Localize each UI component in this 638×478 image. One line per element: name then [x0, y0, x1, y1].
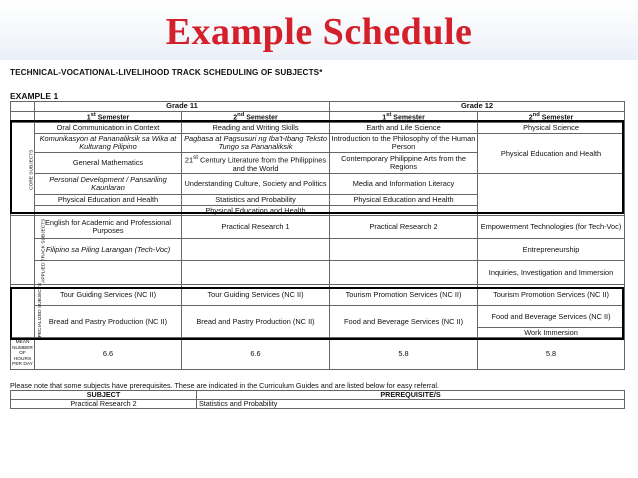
- semester-header: 2nd Semester: [478, 112, 625, 123]
- grade-header-row: [11, 102, 625, 112]
- subject-cell: Personal Development / Pansariling Kaunlaran: [35, 174, 182, 195]
- subject-cell: Pagbasa at Pagsusuri ng Iba't-Ibang Teksto Tungo sa Pananaliksik: [182, 134, 330, 153]
- subject-cell: Empowerment Technologies (for Tech-Voc): [478, 216, 625, 239]
- subject-cell: Physical Science: [478, 123, 625, 134]
- empty-cell: [182, 239, 330, 261]
- title-banner: [0, 4, 638, 60]
- subject-cell: Filipino sa Piling Larangan (Tech-Voc): [35, 239, 182, 261]
- mean-hours-value: 6.6: [35, 338, 182, 370]
- corner-cell: [11, 112, 35, 123]
- table-row: [11, 174, 625, 195]
- semester-header: 2nd Semester: [182, 112, 330, 123]
- prerequisite-cell: Statistics and Probability: [197, 400, 625, 409]
- subject-cell: Physical Education and Health: [35, 195, 182, 206]
- subject-cell: Statistics and Probability: [182, 195, 330, 206]
- empty-cell: [35, 206, 182, 216]
- subject-cell: Bread and Pastry Production (NC II): [182, 306, 330, 338]
- page-title: Example Schedule: [165, 11, 473, 53]
- subject-cell: Contemporary Philippine Arts from the Regions: [330, 153, 478, 174]
- subject-cell: Tour Guiding Services (NC II): [35, 285, 182, 306]
- subject-cell: Inquiries, Investigation and Immersion: [478, 261, 625, 285]
- subject-cell: Food and Beverage Services (NC II): [330, 306, 478, 338]
- subject-cell: Physical Education and Health: [330, 195, 478, 206]
- subject-header: SUBJECT: [11, 391, 197, 400]
- mean-hours-value: 5.8: [330, 338, 478, 370]
- mean-hours-value: 6.6: [182, 338, 330, 370]
- table-row: [11, 400, 625, 409]
- subject-cell: Tour Guiding Services (NC II): [182, 285, 330, 306]
- mean-hours-row: [11, 338, 625, 370]
- table-row: [11, 285, 625, 306]
- semester-header-row: [11, 112, 625, 123]
- subject-cell: Tourism Promotion Services (NC II): [478, 285, 625, 306]
- subject-cell: Food and Beverage Services (NC II): [478, 306, 625, 328]
- subject-cell: General Mathematics: [35, 153, 182, 174]
- grade-11-header: Grade 11: [35, 102, 330, 112]
- empty-cell: [330, 261, 478, 285]
- prerequisite-header: PREREQUISITE/S: [197, 391, 625, 400]
- table-row: [11, 261, 625, 285]
- subject-cell: Media and Information Literacy: [330, 174, 478, 195]
- table-row: [11, 123, 625, 134]
- table-row: [11, 216, 625, 239]
- empty-cell: [35, 261, 182, 285]
- specialized-subjects-label: SPECIALIZED SUBJECTS: [11, 285, 35, 338]
- track-heading: TECHNICAL-VOCATIONAL-LIVELIHOOD TRACK SCHEDULING OF SUBJECTS*: [10, 68, 323, 77]
- semester-header: 1st Semester: [35, 112, 182, 123]
- schedule-table: [10, 101, 625, 370]
- subject-cell: Practical Research 2: [330, 216, 478, 239]
- corner-cell: [11, 102, 35, 112]
- subject-cell: Introduction to the Philosophy of the Human Person: [330, 134, 478, 153]
- empty-cell: [182, 261, 330, 285]
- empty-cell: [330, 239, 478, 261]
- applied-track-label: APPLIED TRACK SUBJECTS: [11, 216, 35, 285]
- subject-cell: Physical Education and Health: [182, 206, 330, 216]
- subject-cell: Physical Education and Health: [478, 134, 625, 174]
- subject-cell: Understanding Culture, Society and Politics: [182, 174, 330, 195]
- subject-cell: Komunikasyon at Pananaliksik sa Wika at Kulturang Pilipino: [35, 134, 182, 153]
- subject-cell: Tourism Promotion Services (NC II): [330, 285, 478, 306]
- subject-cell: Practical Research 2: [11, 400, 197, 409]
- table-row: [11, 134, 625, 153]
- mean-hours-value: 5.8: [478, 338, 625, 370]
- subject-cell: Entrepreneurship: [478, 239, 625, 261]
- semester-header: 1st Semester: [330, 112, 478, 123]
- subject-cell: Practical Research 1: [182, 216, 330, 239]
- subject-cell: English for Academic and Professional Purposes: [35, 216, 182, 239]
- mean-hours-label: MEAN NUMBER OF HOURS PER DAY: [11, 338, 35, 370]
- subject-cell: Oral Communication in Context: [35, 123, 182, 134]
- subject-cell: Earth and Life Science: [330, 123, 478, 134]
- example-heading: EXAMPLE 1: [10, 91, 59, 101]
- table-row: [11, 306, 625, 328]
- core-subjects-label: CORE SUBJECTS: [11, 123, 35, 216]
- prerequisite-table: [10, 390, 625, 409]
- table-row: [11, 239, 625, 261]
- grade-12-header: Grade 12: [330, 102, 625, 112]
- empty-cell: [478, 174, 625, 216]
- subject-cell: Work Immersion: [478, 328, 625, 338]
- empty-cell: [330, 206, 478, 216]
- prerequisite-note: Please note that some subjects have prerequisites. These are indicated in the Curriculum Guides and are listed below for easy referral.: [10, 381, 439, 390]
- subject-cell: 21st Century Literature from the Philippines and the World: [182, 153, 330, 174]
- subject-cell: Bread and Pastry Production (NC II): [35, 306, 182, 338]
- subject-cell: Reading and Writing Skills: [182, 123, 330, 134]
